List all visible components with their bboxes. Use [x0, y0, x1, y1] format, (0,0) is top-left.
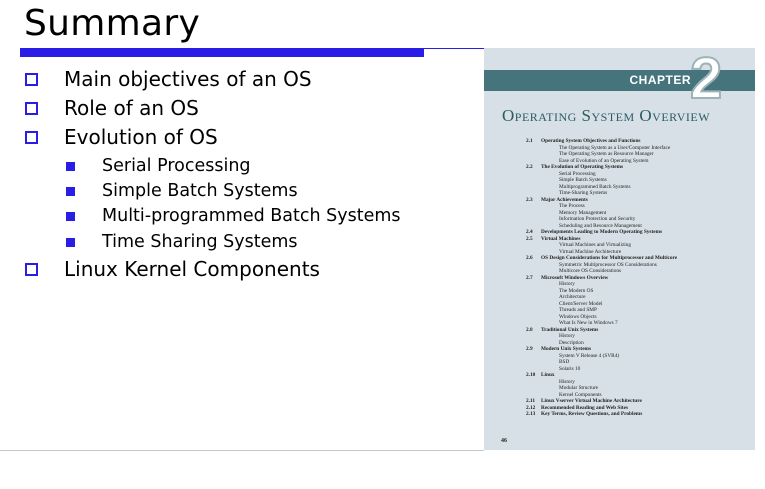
- page-number: 46: [501, 438, 507, 444]
- toc-entry-text: Traditional Unix Systems: [541, 326, 599, 333]
- hollow-square-bullet-icon: [25, 102, 38, 115]
- toc-entry-text: Symmetric Multiprocessor OS Considerations: [559, 261, 657, 268]
- toc-entry-text: Virtual Machines: [541, 235, 581, 242]
- toc-entry-text: What Is New in Windows 7: [559, 320, 618, 326]
- hollow-square-bullet-icon: [25, 263, 38, 276]
- toc-entry-text: The Operating System as Resource Manager: [559, 151, 654, 157]
- chapter-label: CHAPTER: [629, 73, 691, 87]
- toc-section-number: 2.13: [526, 411, 536, 417]
- toc-entry-text: Windows Objects: [559, 313, 597, 320]
- hollow-square-bullet-icon: [25, 131, 38, 144]
- title-underline: [20, 48, 424, 57]
- toc-entry-text: Modern Unix Systems: [541, 346, 592, 352]
- toc-entry-text: Developments Leading to Modern Operating Systems: [541, 229, 663, 235]
- toc-entry-text: System V Release 4 (SVR4): [559, 352, 620, 359]
- toc-entry-text: Major Achievements: [541, 196, 588, 203]
- toc-section-number: 2.11: [526, 398, 535, 404]
- toc-entry-text: Multicore OS Considerations: [559, 268, 622, 274]
- bullet-text: Linux Kernel Components: [64, 257, 320, 281]
- toc-section-number: 2.5: [526, 235, 533, 242]
- toc-entry-text: Linux: [541, 372, 555, 378]
- filled-square-bullet-icon: [66, 212, 75, 221]
- toc-entry-text: Virtual Machine Architecture: [559, 248, 622, 255]
- toc-entry-text: Virtual Machines and Virtualizing: [559, 242, 632, 248]
- toc-entry-text: The Process: [559, 203, 585, 209]
- toc-entry-text: Simple Batch Systems: [559, 177, 607, 183]
- title-underline-thin: [424, 48, 484, 49]
- toc-entry-text: Solaris 10: [559, 365, 581, 372]
- toc-section-number: 2.9: [526, 346, 533, 352]
- chapter-number: 2: [690, 46, 723, 111]
- toc-entry-text: The Evolution of Operating Systems: [541, 164, 624, 170]
- toc-entry-text: Architecture: [559, 294, 586, 300]
- toc-entry-text: Key Terms, Review Questions, and Problems: [541, 411, 643, 417]
- toc-entry-text: Information Protection and Security: [559, 216, 636, 222]
- filled-square-bullet-icon: [66, 238, 75, 247]
- toc-entry-text: History: [559, 333, 575, 339]
- toc-section-number: 2.1: [526, 138, 533, 144]
- toc-entry-text: Operating System Objectives and Functions: [541, 138, 641, 144]
- bullet-text: Evolution of OS: [64, 125, 218, 149]
- toc-entry-text: Client/Server Model: [559, 300, 603, 307]
- toc-section-number: 2.6: [526, 255, 533, 261]
- toc-entry-text: Description: [559, 339, 584, 346]
- bullet-text: Serial Processing: [102, 156, 251, 176]
- toc-entry-text: Threads and SMP: [559, 307, 597, 313]
- toc-section-number: 2.3: [526, 196, 533, 203]
- toc-entry-text: BSD: [559, 359, 570, 365]
- toc-section-number: 2.7: [526, 274, 533, 281]
- bullet-text: Multi-programmed Batch Systems: [102, 206, 401, 226]
- footer-divider: [0, 450, 484, 451]
- toc-section-number: 2.8: [526, 326, 533, 333]
- filled-square-bullet-icon: [66, 187, 75, 196]
- bullet-text: Simple Batch Systems: [102, 181, 298, 201]
- toc-entry-text: Ease of Evolution of an Operating System: [559, 157, 649, 164]
- hollow-square-bullet-icon: [25, 73, 38, 86]
- toc-section-number: 2.10: [526, 372, 536, 378]
- book-page-image: [484, 48, 755, 450]
- toc-section-number: 2.2: [526, 164, 533, 170]
- toc-entry: [526, 411, 751, 418]
- toc-entry-text: Kernel Components: [559, 391, 602, 398]
- toc-entry-text: Modular Structure: [559, 385, 598, 391]
- toc-entry-text: OS Design Considerations for Multiprocessor and Multicore: [541, 255, 678, 261]
- filled-square-bullet-icon: [66, 162, 75, 171]
- toc-entry-text: Microsoft Windows Overview: [541, 274, 609, 281]
- bullet-text: Time Sharing Systems: [102, 232, 298, 252]
- toc-entry-text: History: [559, 281, 575, 287]
- toc-section-number: 2.4: [526, 229, 533, 235]
- toc-entry-text: The Operating System as a User/Computer Interface: [559, 144, 671, 151]
- table-of-contents: [526, 138, 751, 418]
- toc-entry-text: Serial Processing: [559, 170, 596, 177]
- bullet-text: Role of an OS: [64, 96, 199, 120]
- toc-section-number: 2.12: [526, 404, 536, 411]
- toc-entry-text: History: [559, 378, 575, 385]
- slide-title: Summary: [24, 3, 201, 44]
- chapter-title: Operating System Overview: [502, 106, 711, 125]
- toc-entry-text: Recommended Reading and Web Sites: [541, 404, 629, 411]
- toc-entry-text: Multiprogrammed Batch Systems: [559, 183, 631, 190]
- toc-entry-text: Time-Sharing Systems: [559, 190, 608, 196]
- toc-entry-text: Scheduling and Resource Management: [559, 222, 642, 229]
- toc-entry-text: Linux Vserver Virtual Machine Architecture: [541, 398, 642, 404]
- toc-entry-text: The Modern OS: [559, 287, 594, 294]
- bullet-text: Main objectives of an OS: [64, 67, 312, 91]
- toc-entry-text: Memory Management: [559, 209, 607, 216]
